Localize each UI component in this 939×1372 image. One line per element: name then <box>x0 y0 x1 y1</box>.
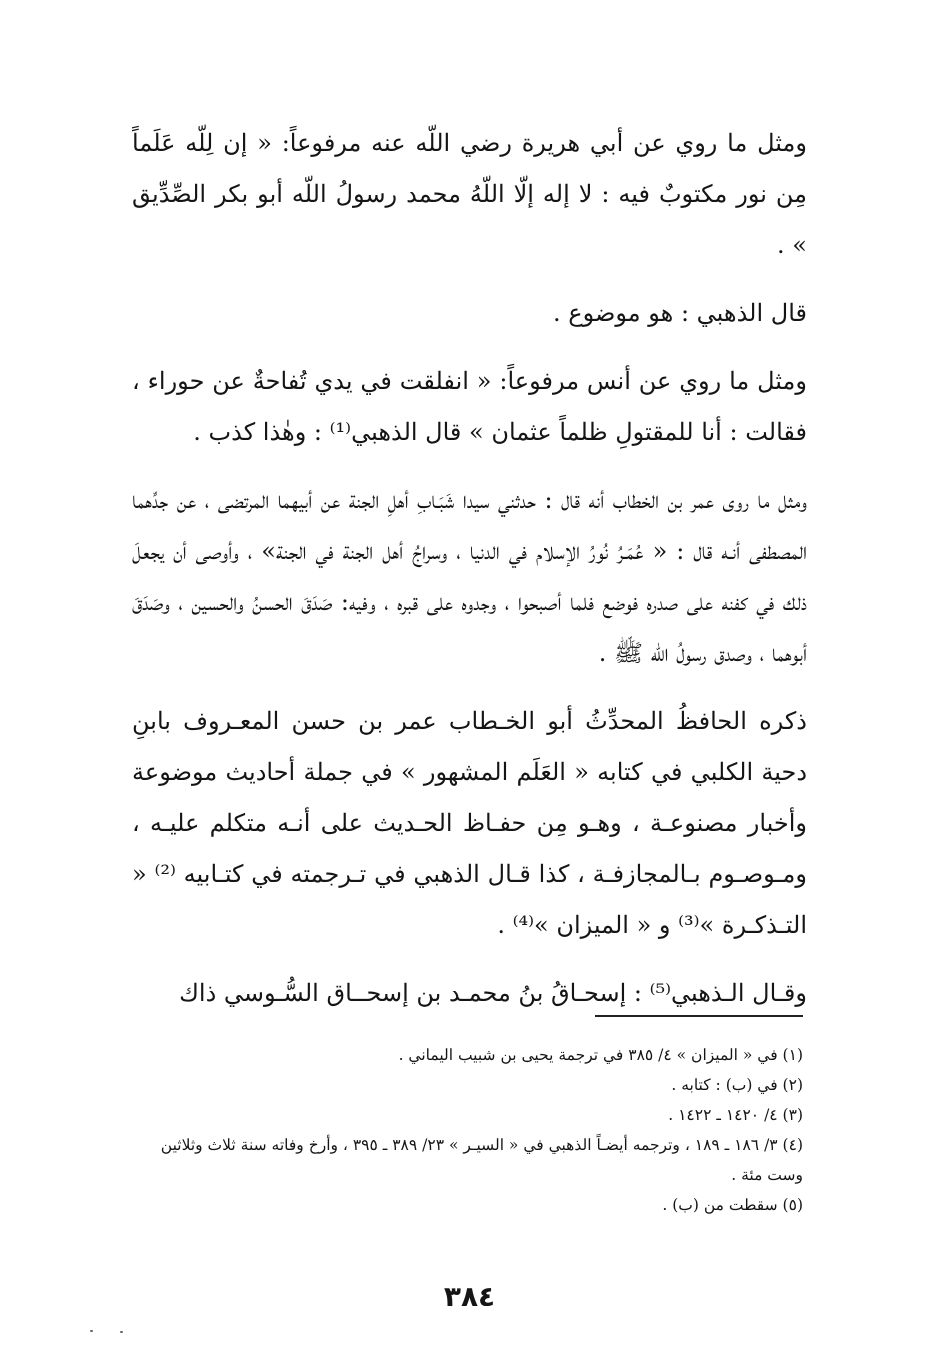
page-number: ٣٨٤ <box>443 1280 496 1313</box>
footnote-4: (٤) ٣/ ١٨٦ ـ ١٨٩ ، وترجمه أيضـاً الذهبي في « السيـر » ٢٣/ ٣٨٩ ـ ٣٩٥ ، وأرخ وفاته سنة ثلاث وثلاثين وست مئة . <box>160 1136 803 1184</box>
paragraph-dhahabi-verdict: قال الذهبي : هو موضوع . <box>553 299 807 327</box>
footnotes <box>133 1040 803 1220</box>
footnote-1: (١) في « الميزان » ٤/ ٣٨٥ في ترجمة يحيى بن شبيب اليماني . <box>398 1046 803 1064</box>
footnote-5: (٥) سقطت من (ب) . <box>662 1196 803 1214</box>
paragraph-ibn-dihya: ذكره الحافظُ المحدِّثُ أبو الخـطاب عمر بن حسن المعـروف بابنِ دحية الكلبي في كتابه « العَلَم المشهور » في جملة أحاديث موضوعة وأخبار مصنوعـة ، وهـو مِن حفـاظ الحـديث على أنـه متكلم عليـه ، ومـوصـوم بـالمجازفـة ، كذا قـال الذهبي في تـرجمته في كتـابيه ⁽²⁾ « التـذكـرة »⁽³⁾ و « الميزان »⁽⁴⁾ . <box>132 707 807 939</box>
scan-speck <box>120 1331 123 1333</box>
paragraph-anas: ومثل ما روي عن أنس مرفوعاً: « انفلقت في يدي تُفاحةٌ عن حوراء ، فقالت : أنا للمقتولِ ظلماً عثمان » قال الذهبي⁽¹⁾ : وهٰذا كذب . <box>132 367 807 446</box>
footnote-2: (٢) في (ب) : كتابه . <box>671 1076 803 1094</box>
scan-speck <box>90 1330 93 1332</box>
paragraph-susi: وقـال الـذهبي⁽⁵⁾ : إسحـاقُ بنُ محمـد بن إسحــاق السُّـوسي ذاك <box>179 979 807 1007</box>
main-text <box>132 118 807 1019</box>
paragraph-abu-hurayra: ومثل ما روي عن أبي هريرة رضي اللّه عنه مرفوعاً: « إن لِلّه عَلَماً مِن نور مكتوبٌ فيه : لا إله إلّا اللّهُ محمد رسولُ اللّه أبو بكر الصِّدِّيق » . <box>132 129 807 259</box>
footnote-3: (٣) ٤/ ١٤٢٠ ـ ١٤٢٢ . <box>668 1106 803 1124</box>
paragraph-umar: ومثل ما روى عمر بن الخطاب أنه قال : حدثني سيدا شَبَـابِ أهلِ الجنة عن أبيهما المرتضى ، عن جدِّهما المصطفى أنـه قال : « عُمَـرُ نُورُ الإسلام في الدنيا ، وسراجُ أهل الجنة في الجنة» ، وأوصى أن يجعلَ ذلك في كفنه على صدره فوضع فلما أصبحوا ، وجدوه على قبره ، وفيه: صَدَقَ الحسنُ والحسين ، وصَدَقَ أبوهما ، وصدق رسولُ اللّه ﷺ . <box>132 486 807 667</box>
footnote-separator <box>595 1015 803 1017</box>
scan-specks <box>90 1330 130 1334</box>
